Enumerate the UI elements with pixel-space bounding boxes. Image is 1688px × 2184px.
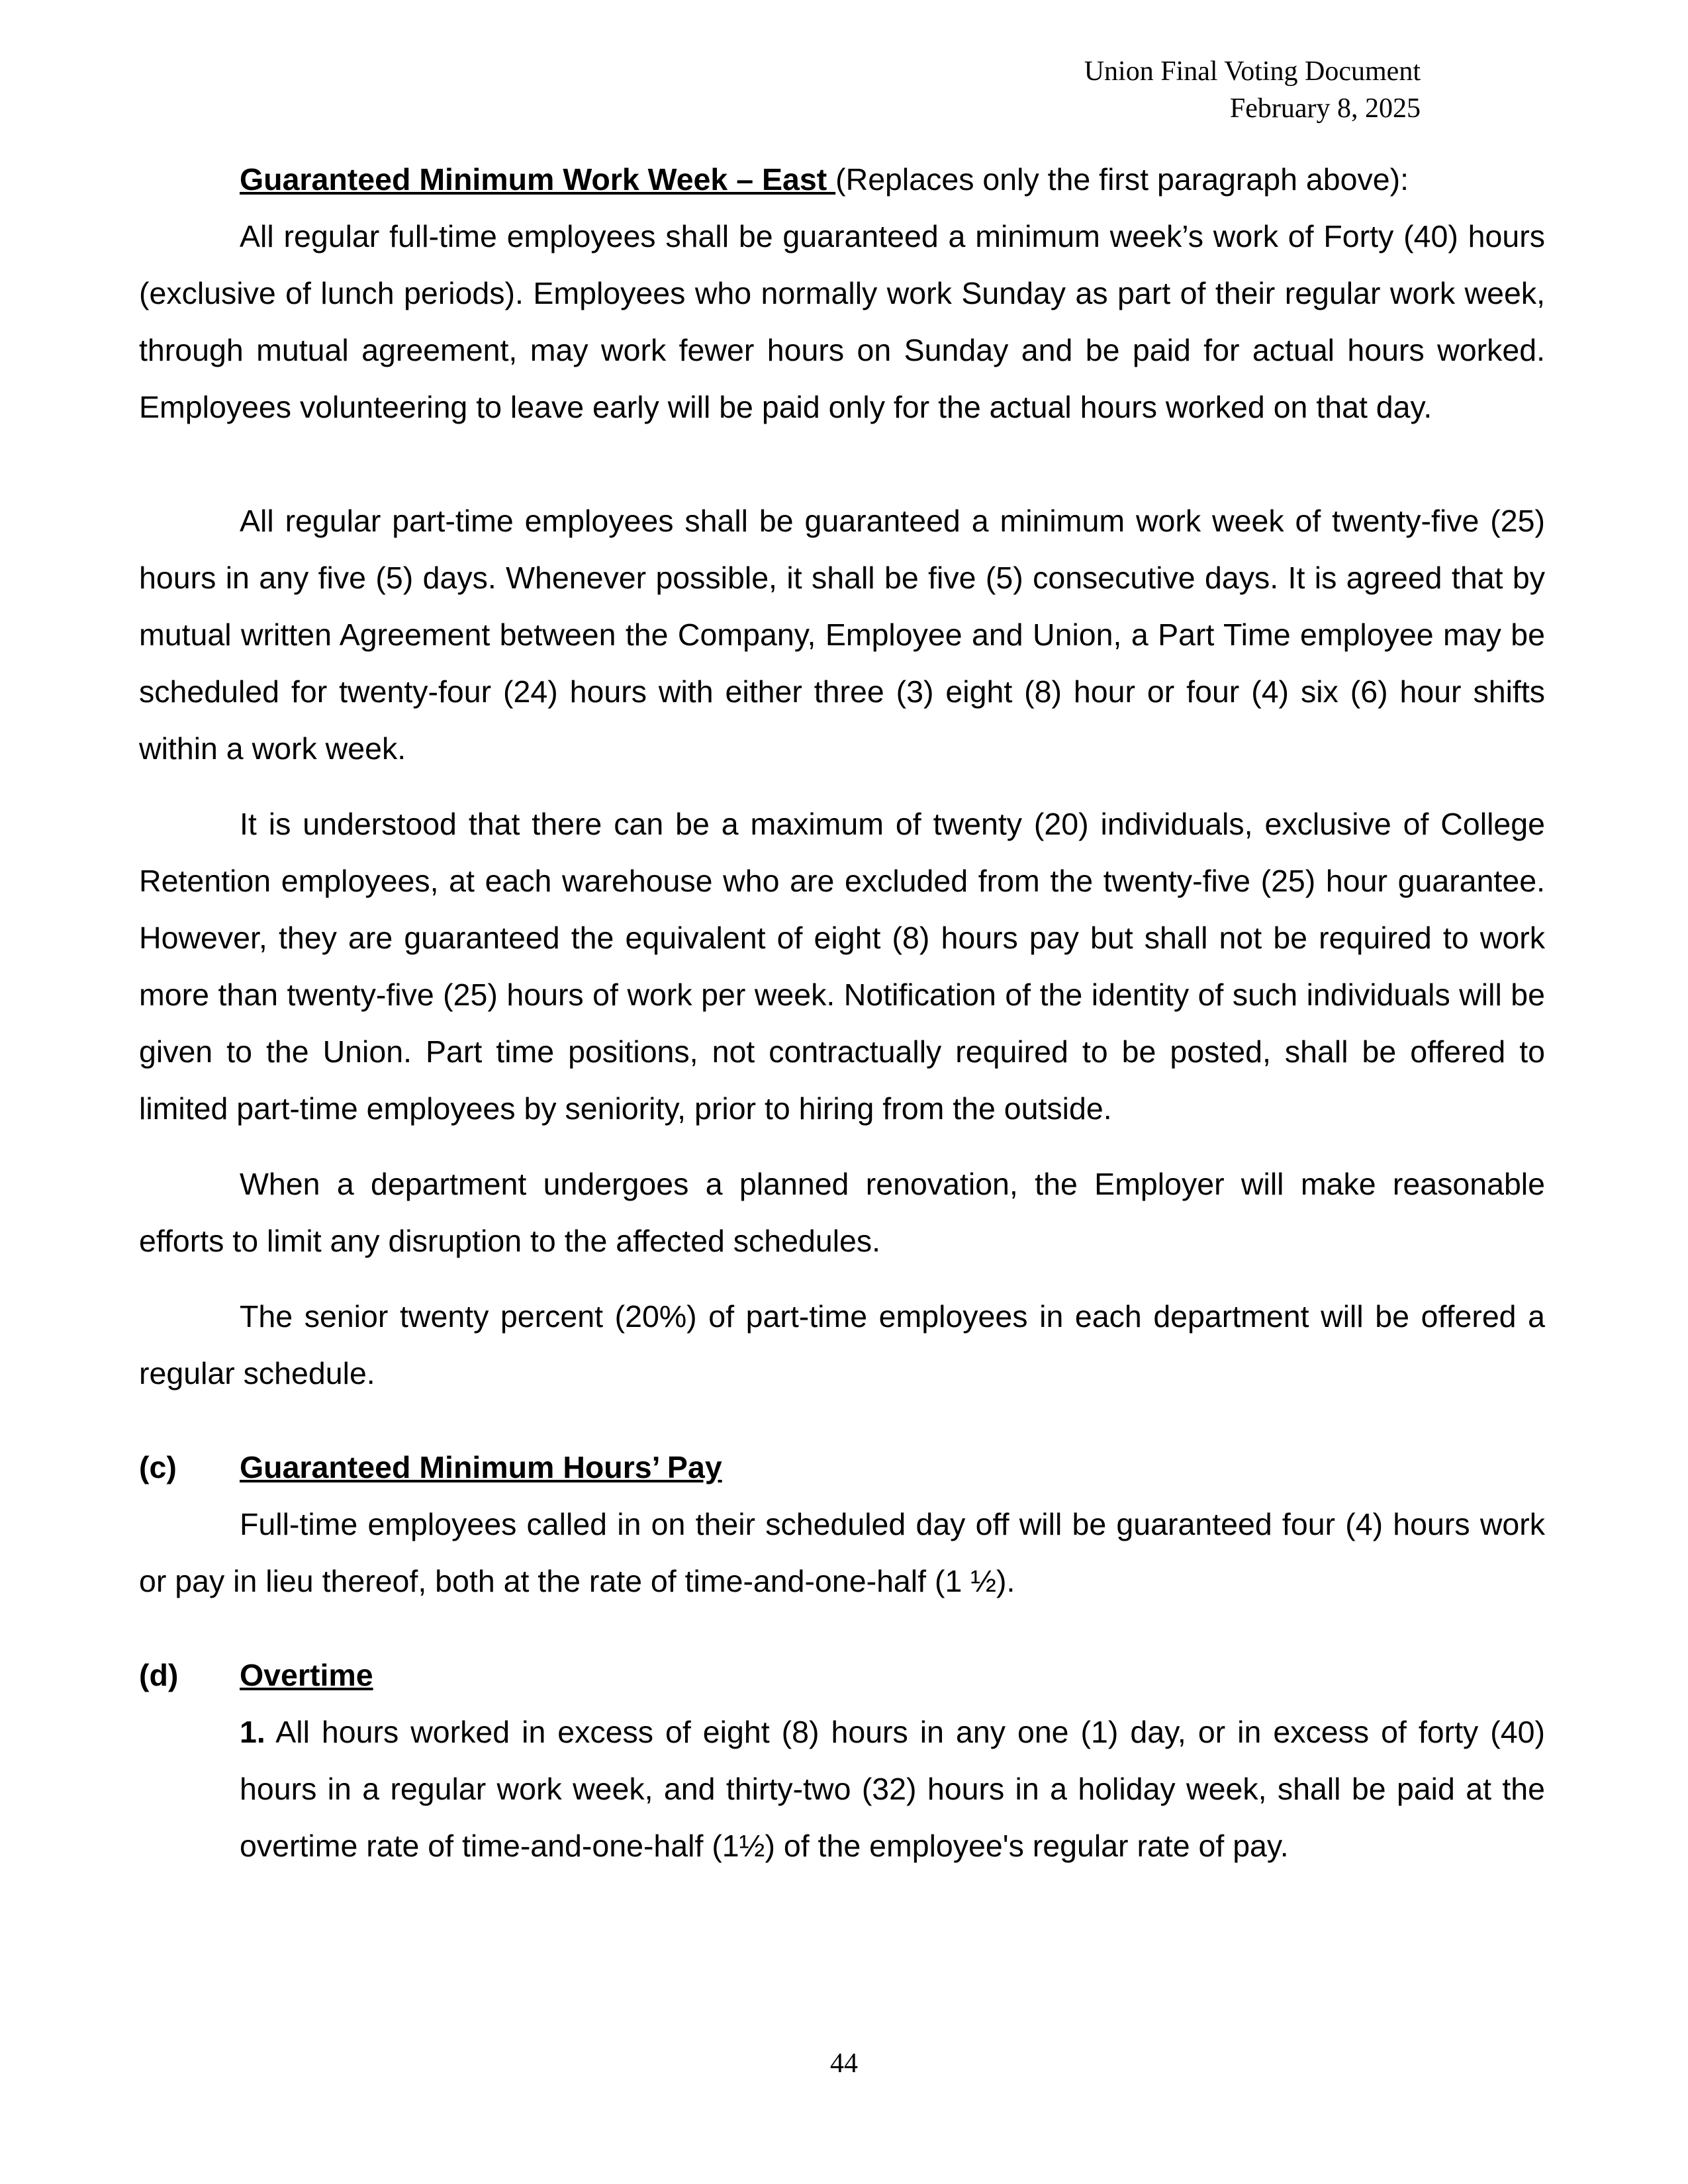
header-title: Union Final Voting Document [1084,56,1421,87]
paragraph-part-time: All regular part-time employees shall be guaranteed a minimum work week of twenty-five (25) hours in any five (5) days. Whenever possible, it shall be five (5) consecutive days. It is agreed that by mutual written Agreement between the Company, Employee and Union, a Part Time employee may be scheduled for twenty-four (24) hours with either three (3) eight (8) hour or four (4) six (6) hour shifts within a work week. [139,504,1545,766]
document-header [1084,53,1421,127]
header-date: February 8, 2025 [1229,93,1421,124]
document-body [139,151,1545,1874]
paragraph-exclusions: It is understood that there can be a maximum of twenty (20) individuals, exclusive of College Retention employees, at each warehouse who are excluded from the twenty-five (25) hour guarantee. However, they are guaranteed the equivalent of eight (8) hours pay but shall not be required to work more than twenty-five (25) hours of work per week. Notification of the identity of such individuals will be given to the Union. Part time positions, not contractually required to be posted, shall be offered to limited part-time employees by seniority, prior to hiring from the outside. [139,807,1545,1126]
section-d-heading [139,1647,1545,1704]
page-number: 44 [830,2048,858,2079]
section-c-title: Guaranteed Minimum Hours’ Pay [240,1450,722,1484]
paragraph-renovation: When a department undergoes a planned renovation, the Employer will make reasonable efforts to limit any disruption to the affected schedules. [139,1167,1545,1258]
section-c-letter: (c) [139,1450,177,1484]
paragraph-full-time: All regular full-time employees shall be guaranteed a minimum week’s work of Forty (40) hours (exclusive of lunch periods). Employees who normally work Sunday as part of their regular work week, through mutual agreement, may work fewer hours on Sunday and be paid for actual hours worked. Employees volunteering to leave early will be paid only for the actual hours worked on that day. [139,219,1545,424]
section-d-letter: (d) [139,1658,179,1692]
section-d-title: Overtime [240,1658,373,1692]
section-c-heading [139,1439,1545,1496]
section-east-heading [139,151,1545,208]
section-east-title-note: (Replaces only the first paragraph above): [835,162,1409,197]
paragraph-minimum-hours-pay: Full-time employees called in on their scheduled day off will be guaranteed four (4) hours work or pay in lieu thereof, both at the rate of time-and-one-half (1 ½). [139,1507,1545,1598]
paragraph-senior-schedule: The senior twenty percent (20%) of part-time employees in each department will be offered a regular schedule. [139,1299,1545,1390]
overtime-item-1 [139,1704,1545,1874]
section-east-title: Guaranteed Minimum Work Week – East [240,162,836,197]
overtime-item-text: All hours worked in excess of eight (8) hours in any one (1) day, or in excess of forty (40) hours in a regular work week, and thirty-two (32) hours in a holiday week, shall be paid at the overtime rate of time-and-one-half (1½) of the employee's regular rate of pay. [240,1715,1545,1863]
overtime-item-number: 1. [240,1715,265,1749]
